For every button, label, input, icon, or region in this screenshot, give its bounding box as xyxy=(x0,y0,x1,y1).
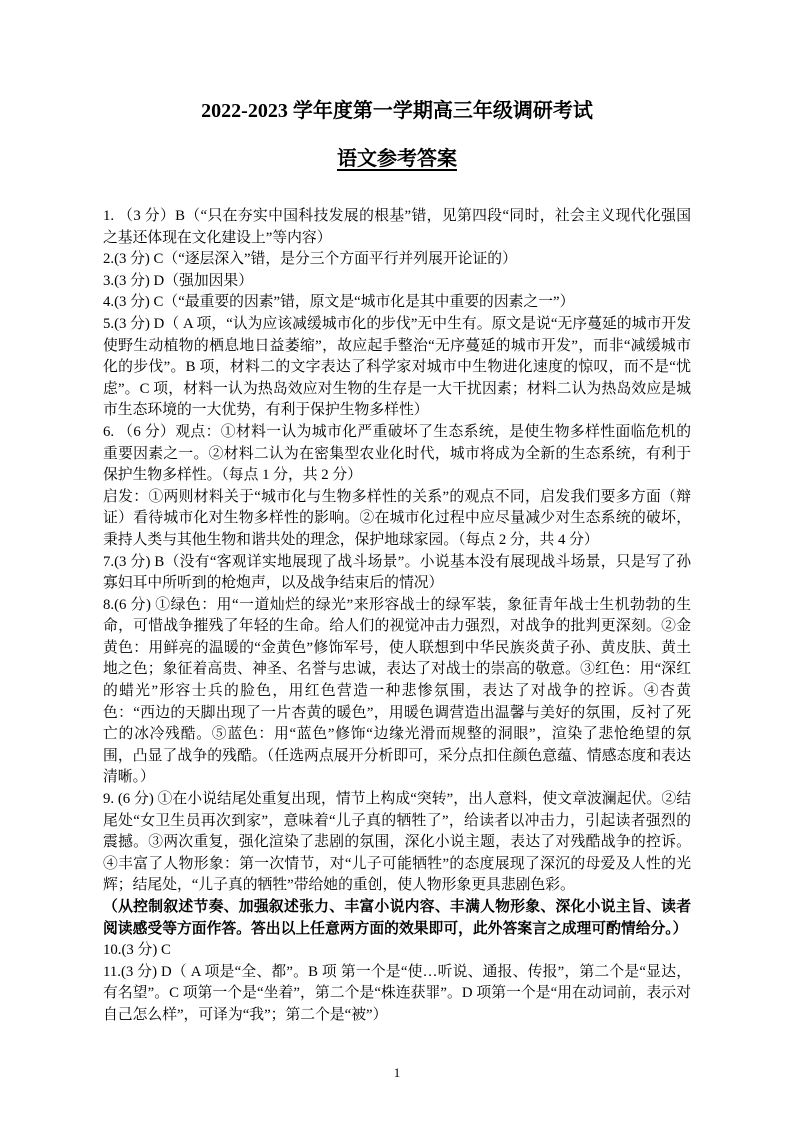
answer-item-2: 2.(3 分) C（“逐层深入”错，是分三个方面平行并列展开论证的） xyxy=(103,251,517,268)
answer-item-9: 9. (6 分) ①在小说结尾处重复出现，情节上构成“突转”，出人意料，使文章波澜起伏。②结尾处“女卫生员再次到家”，意味着“儿子真的牺牲了”，给读者以冲击力，引起读者强烈的震撼。③两次重复，强化渲染了悲剧的氛围，深化小说主题，表达了对残酷战争的控诉。④丰富了人物形象：第一次情节，对“儿子可能牺牲”的态度展现了深沉的母爱及人性的光辉；结尾处，“儿子真的牺牲”带给她的重创，使人物形象更具悲剧色彩。 xyxy=(103,791,691,894)
answer-item-1: 1. （3 分）B（“只在夯实中国科技发展的根基”错，见第四段“同时，社会主义现代化强国之基还体现在文化建设上”等内容） xyxy=(103,208,691,246)
answer-item-6-inspiration: 启发：①两则材料关于“城市化与生物多样性的关系”的观点不同，启发我们要多方面（辩证）看待城市化对生物多样性的影响。②在城市化过程中应尽量减少对生态系统的破坏，秉持人类与其他生物和谐共处的理念，保护地球家园。（每点 2 分，共 4 分） xyxy=(103,488,691,548)
document-subtitle-text: 语文参考答案 xyxy=(337,148,457,170)
answer-item-10: 10.(3 分) C xyxy=(103,942,171,959)
answers-section xyxy=(103,206,691,1027)
answer-item-11: 11.(3 分) D（ A 项是“全、都”。B 项 第一个是“使…听说、通报、传报”，第二个是“显达，有名望”。C 项第一个是“坐着”，第二个是“株连获罪”。D 项第一个是“用在动词前，表示对自己怎么样”，可译为“我”；第二个是“被”） xyxy=(103,963,691,1023)
document-title: 2022-2023 学年度第一学期高三年级调研考试 xyxy=(201,100,593,122)
answer-item-4: 4.(3 分) C（“最重要的因素”错，原文是“城市化是其中重要的因素之一”） xyxy=(103,294,575,311)
page-number: 1 xyxy=(393,1065,401,1080)
answer-item-6-viewpoint: 6. （6 分）观点：①材料一认为城市化严重破坏了生态系统，是使生物多样性面临危机的重要因素之一。②材料二认为在密集型农业化时代，城市将成为全新的生态系统，有利于保护生物多样性。（每点 1 分，共 2 分） xyxy=(103,423,691,484)
answer-item-7: 7.(3 分) B（没有“客观详实地展现了战斗场景”。小说基本没有展现战斗场景，只是写了孙寡妇耳中所听到的枪炮声，以及战争结束后的情况） xyxy=(103,553,691,592)
answer-item-9-grading-note: （从控制叙述节奏、加强叙述张力、丰富小说内容、丰满人物形象、深化小说主旨、读者阅读感受等方面作答。答出以上任意两方面的效果即可，此外答案言之成理可酌情给分。） xyxy=(103,899,691,937)
document-subtitle xyxy=(103,146,691,172)
answer-item-8: 8.(6 分) ①绿色：用“一道灿烂的绿光”来形容战士的绿军装，象征青年战士生机勃勃的生命，可惜战争摧残了年轻的生命。给人们的视觉冲击力强烈，对战争的批判更深刻。②金黄色：用鲜亮的温暖的“金黄色”修饰军号，使人联想到中华民族炎黄子孙、黄皮肤、黄土地之色；象征着高贵、神圣、名誉与忠诚，表达了对战士的崇高的敬意。③红色：用“深红的蜡光”形容士兵的脸色，用红色营造一种悲惨氛围，表达了对战争的控诉。④杏黄色：“西边的天脚出现了一片杏黄的暖色”，用暖色调营造出温馨与美好的氛围，反衬了死亡的冰冷残酷。⑤蓝色：用“蓝色”修饰“边缘光滑而规整的洞眼”，渲染了悲怆绝望的氛围，凸显了战争的残酷。（任选两点展开分析即可，采分点扣住颜色意蕴、情感态度和表达清晰。） xyxy=(103,596,691,786)
answer-item-3: 3.(3 分) D（强加因果） xyxy=(103,272,254,289)
answer-item-5: 5.(3 分) D（ A 项，“认为应该减缓城市化的步伐”无中生有。原文是说“无序蔓延的城市开发使野生动植物的栖息地日益萎缩”，故应起手整治“无序蔓延的城市开发”，而非“减缓城市化的步伐”。B 项，材料二的文字表达了科学家对城市中生物进化速度的惊叹，而不是“忧虑”。C 项，材料一认为热岛效应对生物的生存是一大干扰因素；材料二认为热岛效应是城市生态环境的一大优势，有利于保护生物多样性） xyxy=(103,315,691,419)
